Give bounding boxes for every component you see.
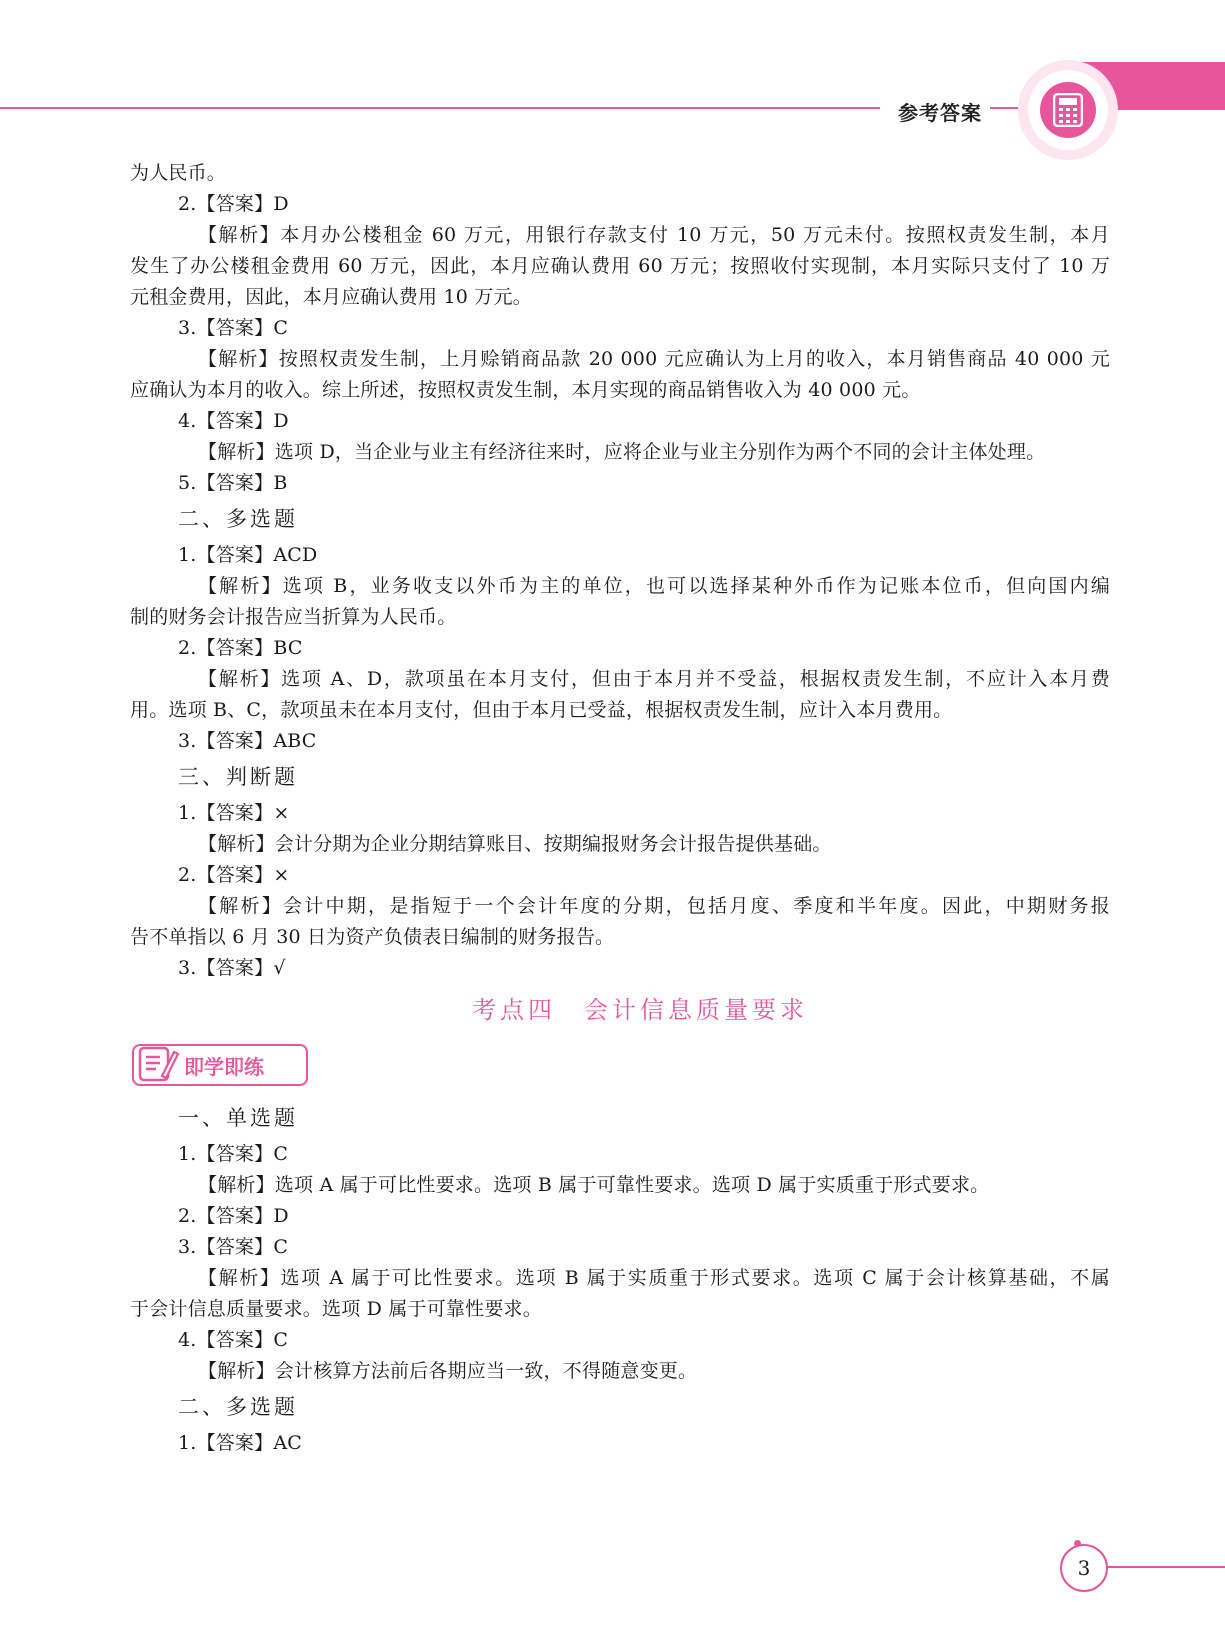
header-rule <box>0 107 880 109</box>
text-line: 【解析】选项 D，当企业与业主有经济往来时，应将企业与业主分别作为两个不同的会计主体处理。 <box>198 441 1046 463</box>
text-line: 1.【答案】C <box>178 1143 289 1165</box>
practice-label: 即学即练 <box>184 1055 264 1079</box>
header-rule-right <box>990 107 1020 109</box>
text-line: 2.【答案】D <box>178 193 289 215</box>
text-line: 2.【答案】× <box>178 864 290 886</box>
text-line: 【解析】会计核算方法前后各期应当一致，不得随意变更。 <box>198 1360 698 1382</box>
text-line: 为人民币。 <box>130 162 227 184</box>
text-line: 【解析】本月办公楼租金 60 万元，用银行存款支付 10 万元，50 万元未付。按照权责发生制，本月 <box>198 224 1110 246</box>
text-line: 发生了办公楼租金费用 60 万元，因此，本月应确认费用 60 万元；按照收付实现制，本月实际只支付了 10 万 <box>130 255 1110 277</box>
text-line: 1.【答案】AC <box>178 1432 302 1454</box>
text-line: 【解析】按照权责发生制，上月赊销商品款 20 000 元应确认为上月的收入，本月销售商品 40 000 元 <box>198 348 1110 370</box>
topic-heading: 考点四 会计信息质量要求 <box>472 996 808 1024</box>
text-line: 3.【答案】√ <box>178 957 286 979</box>
text-line: 1.【答案】× <box>178 802 290 824</box>
text-line: 用。选项 B、C，款项虽未在本月支付，但由于本月已受益，根据权责发生制，应计入本月费用。 <box>130 699 953 721</box>
text-line: 于会计信息质量要求。选项 D 属于可靠性要求。 <box>130 1298 542 1320</box>
practice-tag <box>132 1036 1110 1098</box>
footer-rule <box>1100 1566 1225 1568</box>
text-line: 元租金费用，因此，本月应确认费用 10 万元。 <box>130 286 532 308</box>
answers-part-2 <box>130 1098 1110 1459</box>
text-line: 【解析】会计中期，是指短于一个会计年度的分期，包括月度、季度和半年度。因此，中期财务报 <box>198 895 1110 917</box>
section-heading: 二、多选题 <box>178 1395 298 1419</box>
text-line: 应确认为本月的收入。综上所述，按照权责发生制，本月实现的商品销售收入为 40 000 元。 <box>130 379 921 401</box>
text-line: 2.【答案】BC <box>178 637 303 659</box>
text-line: 2.【答案】D <box>178 1205 289 1227</box>
header-title: 参考答案 <box>898 101 982 125</box>
text-line: 4.【答案】C <box>178 1329 289 1351</box>
text-line: 【解析】选项 A 属于可比性要求。选项 B 属于可靠性要求。选项 D 属于实质重于形式要求。 <box>198 1174 990 1196</box>
text-line: 制的财务会计报告应当折算为人民币。 <box>130 606 457 628</box>
section-heading: 一、单选题 <box>178 1106 298 1130</box>
text-line: 3.【答案】ABC <box>178 730 317 752</box>
notepad-pen-icon <box>136 1042 180 1092</box>
text-line: 【解析】选项 B，业务收支以外币为主的单位，也可以选择某种外币作为记账本位币，但向国内编 <box>198 575 1110 597</box>
text-line: 3.【答案】C <box>178 317 289 339</box>
answer-content <box>130 158 1110 1459</box>
text-line: 5.【答案】B <box>178 472 288 494</box>
text-line: 1.【答案】ACD <box>178 544 318 566</box>
text-line: 告不单指以 6 月 30 日为资产负债表日编制的财务报告。 <box>130 926 615 948</box>
text-line: 4.【答案】D <box>178 410 289 432</box>
text-line: 【解析】会计分期为企业分期结算账目、按期编报财务会计报告提供基础。 <box>198 833 832 855</box>
answers-part-1 <box>130 158 1110 984</box>
section-heading: 二、多选题 <box>178 507 298 531</box>
page-number: 3 <box>1060 1544 1108 1592</box>
calculator-icon <box>1040 82 1096 138</box>
text-line: 【解析】选项 A 属于可比性要求。选项 B 属于实质重于形式要求。选项 C 属于会计核算基础，不属 <box>198 1267 1110 1289</box>
text-line: 3.【答案】C <box>178 1236 289 1258</box>
section-heading: 三、判断题 <box>178 765 298 789</box>
text-line: 【解析】选项 A、D，款项虽在本月支付，但由于本月并不受益，根据权责发生制，不应计入本月费 <box>198 668 1110 690</box>
